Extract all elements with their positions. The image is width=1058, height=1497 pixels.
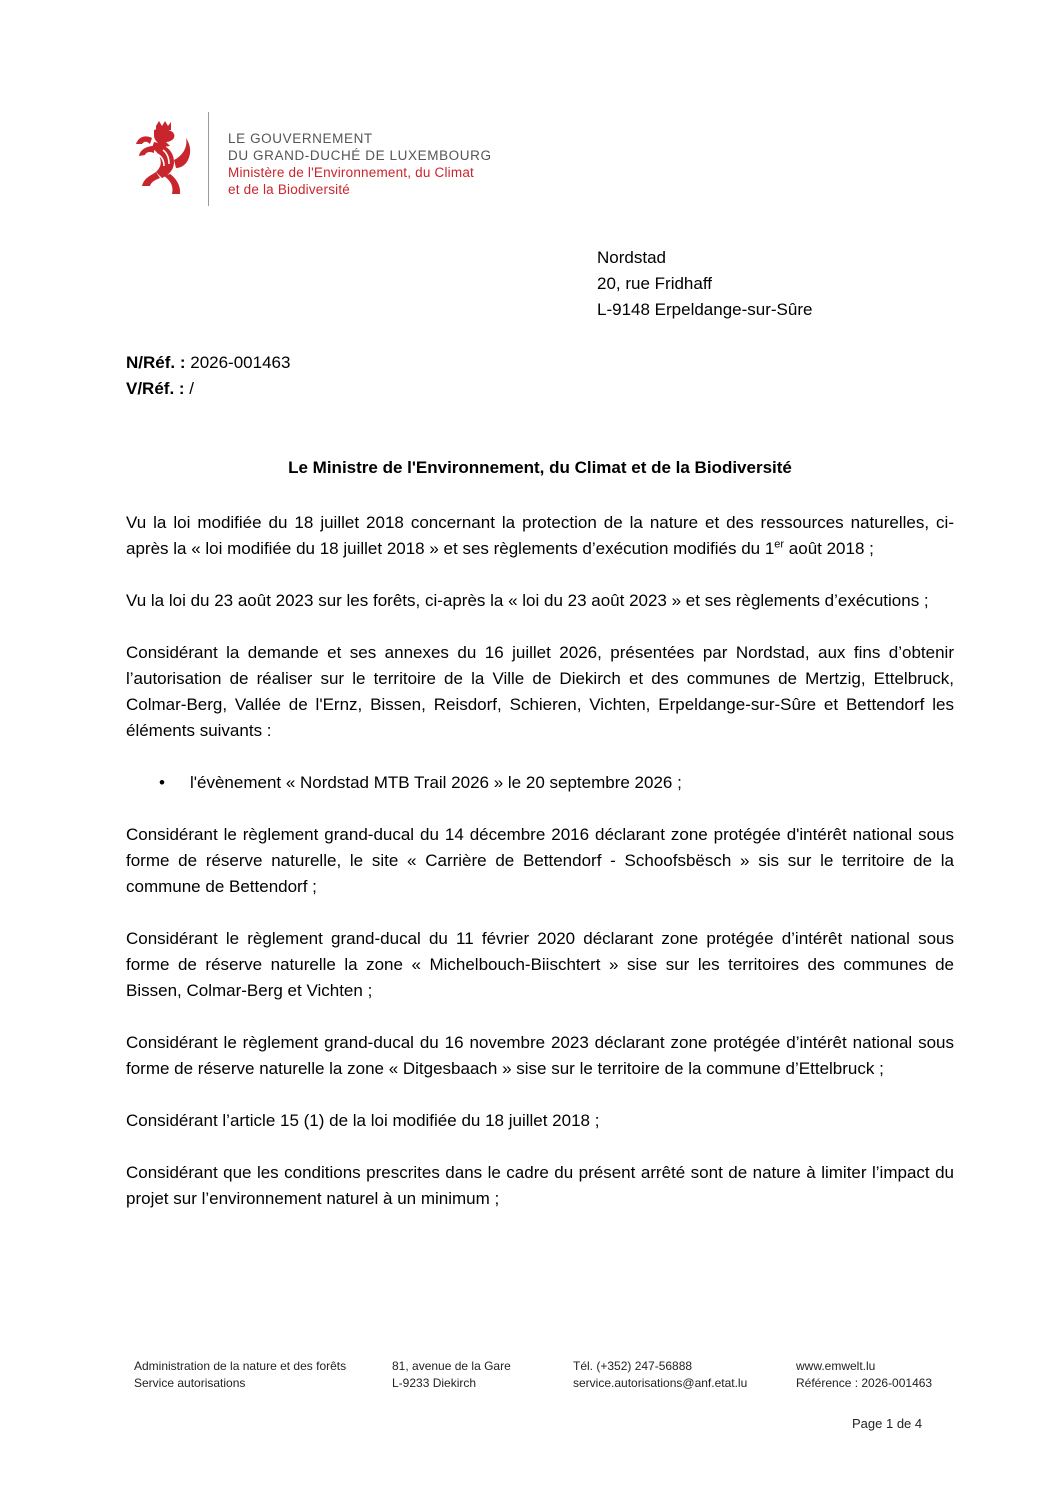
footer-reference: Référence : 2026-001463 — [796, 1376, 933, 1390]
document-body — [126, 510, 954, 1238]
ministry-name-line2: et de la Biodiversité — [228, 182, 351, 197]
your-reference — [126, 376, 290, 402]
document-title: Le Ministre de l'Environnement, du Climat et de la Biodiversité — [288, 458, 792, 477]
your-reference-value: / — [189, 379, 195, 398]
address-line-3: L-9148 Erpeldange-sur-Sûre — [597, 300, 813, 319]
address-line-2: 20, rue Fridhaff — [597, 274, 712, 293]
paragraph-7: Considérant l’article 15 (1) de la loi modifiée du 18 juillet 2018 ; — [126, 1111, 600, 1130]
paragraph-2: Vu la loi du 23 août 2023 sur les forêts, ci-après la « loi du 23 août 2023 » et ses règlements d’exécutions ; — [126, 591, 929, 610]
paragraph-6: Considérant le règlement grand-ducal du 16 novembre 2023 déclarant zone protégée d’intérêt national sous forme de réserve naturelle la zone « Ditgesbaach » sise sur le territoire de la commune d’Ettelbruck ; — [126, 1033, 954, 1078]
paragraph-5: Considérant le règlement grand-ducal du 11 février 2020 déclarant zone protégée d’intérêt national sous forme de réserve naturelle la zone « Michelbouch-Biischtert » sise sur les territoires des communes de Bissen, Colmar-Berg et Vichten ; — [126, 929, 954, 1000]
ordinal-superscript: er — [774, 538, 785, 551]
paragraph-4: Considérant le règlement grand-ducal du 14 décembre 2016 déclarant zone protégée d'intérêt national sous forme de réserve naturelle, le site « Carrière de Bettendorf - Schoofsbësch » sis sur le territoire de la commune de Bettendorf ; — [126, 825, 954, 896]
footer-phone: Tél. (+352) 247-56888 — [573, 1359, 693, 1373]
paragraph-1-end: août 2018 ; — [784, 539, 874, 558]
footer-administration-name: Administration de la nature et des forêts — [134, 1359, 347, 1373]
government-header — [228, 130, 492, 198]
header-divider — [208, 112, 209, 206]
your-reference-label: V/Réf. : — [126, 379, 185, 398]
paragraph-3: Considérant la demande et ses annexes du 16 juillet 2026, présentées par Nordstad, aux fins d’obtenir l’autorisation de réaliser sur le territoire de la Ville de Diekirch et des communes de Mertzig, Ettelbruck, Colmar-Berg, Vallée de l'Ernz, Bissen, Reisdorf, Schieren, Vichten, Erpeldange-sur-Sûre et Bettendorf les éléments suivants : — [126, 643, 954, 740]
footer-email[interactable]: service.autorisations@anf.etat.lu — [573, 1376, 748, 1390]
paragraph-1 — [126, 510, 954, 562]
footer-street: 81, avenue de la Gare — [392, 1359, 511, 1373]
government-name-line2: DU GRAND-DUCHÉ DE LUXEMBOURG — [228, 148, 492, 163]
page-number: Page 1 de 4 — [852, 1416, 923, 1431]
our-reference-value: 2026-001463 — [190, 353, 291, 372]
ministry-name-line1: Ministère de l'Environnement, du Climat — [228, 165, 474, 180]
footer-administration — [134, 1358, 346, 1392]
footer-website[interactable]: www.emwelt.lu — [796, 1359, 876, 1373]
footer-contact — [573, 1358, 747, 1392]
footer-service-name: Service autorisations — [134, 1376, 246, 1390]
list-item-text: l'évènement « Nordstad MTB Trail 2026 » le 20 septembre 2026 ; — [190, 773, 682, 792]
footer-city: L-9233 Diekirch — [392, 1376, 477, 1390]
recipient-address — [597, 245, 812, 323]
our-reference-label: N/Réf. : — [126, 353, 186, 372]
address-line-1: Nordstad — [597, 248, 666, 267]
footer-address — [392, 1358, 511, 1392]
elements-list — [126, 770, 954, 796]
paragraph-1-text: Vu la loi modifiée du 18 juillet 2018 concernant la protection de la nature et des ressources naturelles, ci-après la « loi modifiée du 18 juillet 2018 » et ses règlements d’exécution modifiés du 1 — [126, 513, 954, 558]
footer-web — [796, 1358, 932, 1392]
red-lion-icon — [130, 120, 192, 198]
our-reference — [126, 350, 290, 376]
bullet-icon: • — [159, 773, 165, 792]
references — [126, 350, 290, 402]
paragraph-8: Considérant que les conditions prescrites dans le cadre du présent arrêté sont de nature à limiter l’impact du projet sur l’environnement naturel à un minimum ; — [126, 1163, 954, 1208]
list-item — [159, 770, 954, 796]
government-name-line1: LE GOUVERNEMENT — [228, 131, 373, 146]
